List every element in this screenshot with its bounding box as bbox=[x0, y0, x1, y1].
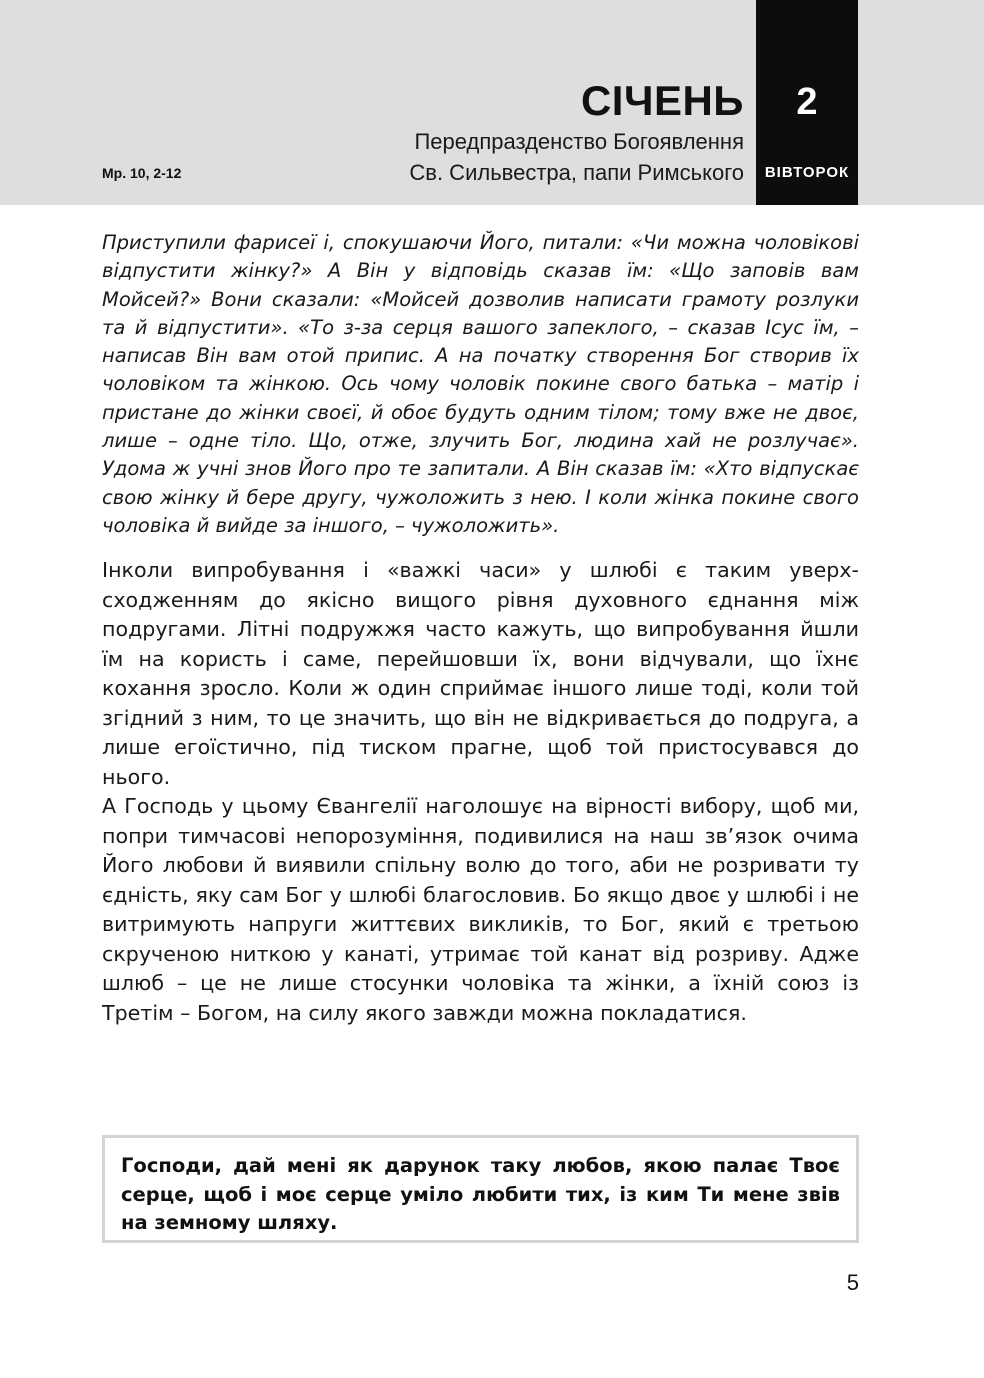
month-title: СІЧЕНЬ bbox=[580, 77, 744, 124]
page-number: 5 bbox=[846, 1270, 859, 1295]
commentary-paragraph: А Господь у цьому Євангелії наголошує на вірності вибору, щоб ми, попри тимчасові непорозуміння, подивилися на наш зв’язок очима Його любови й виявили спільну волю до того, аби не розривати ту єдність, яку сам Бог у шлюбі благословив. Бо якщо двоє у шлюбі і не витримують напруги життєвих викликів, то Бог, який є третьою скрученою ниткою у канаті, утримає той канат від розриву. Адже шлюб – це не лише стосунки чоловіка та жінки, а їхній союз із Третім – Богом, на силу якого завжди можна покладатися. bbox=[102, 794, 859, 1025]
scripture-reference: Мр. 10, 2-12 bbox=[102, 165, 182, 181]
weekday-label: ВІВТОРОК bbox=[764, 164, 850, 181]
prayer-text: Господи, дай мені як дарунок таку любов, якою палає Твоє серце, щоб і моє серце уміло любити тих, із ким Ти мене звів на земному шляху. bbox=[121, 1154, 840, 1234]
gospel-passage: Приступили фарисеї і, спокушаючи Його, питали: «Чи можна чоловікові відпустити жінку?» А Він у відповідь сказав їм: «Що заповів вам Мойсей?» Вони сказали: «Мойсей дозволив написати грамоту розлуки та й відпустити». «То з-за серця вашого запеклого, – сказав Ісус їм, – написав Він вам отой припис. А на початку створення Бог створив їх чоловіком та жінкою. Ось чому чоловік покине свого батька – матір і пристане до жінки своєї, й обоє будуть одним тілом; тому вже не двоє, лише – одне тіло. Що, отже, злучить Бог, людина хай не розлучає». Удома ж учні знов Його про те запитали. А Він сказав їм: «Хто відпускає свою жінку й бере другу, чужоложить з нею. І коли жінка покине свого чоловіка й вийде за іншого, – чужоложить». bbox=[102, 231, 859, 537]
feast-line-2: Св. Сильвестра, папи Римського bbox=[409, 160, 744, 185]
commentary-paragraph: Інколи випробування і «важкі часи» у шлюбі є таким уверх-сходженням до якісно вищого рівня духовного єднання між подругами. Літні подружжя часто кажуть, що випробування йшли їм на користь і саме, перейшовши їх, вони відчували, що їхнє кохання зросло. Коли ж один сприймає іншого лише тоді, коли той згідний з ним, то це значить, що він не відкривається до подруга, а лише егоїстично, під тиском прагне, щоб той пристосувався до нього. bbox=[102, 558, 859, 789]
day-block bbox=[756, 0, 858, 205]
day-number: 2 bbox=[796, 81, 818, 123]
feast-line-1: Передпразденство Богоявлення bbox=[414, 129, 744, 154]
prayer-box bbox=[102, 1135, 859, 1243]
commentary bbox=[102, 556, 859, 1028]
